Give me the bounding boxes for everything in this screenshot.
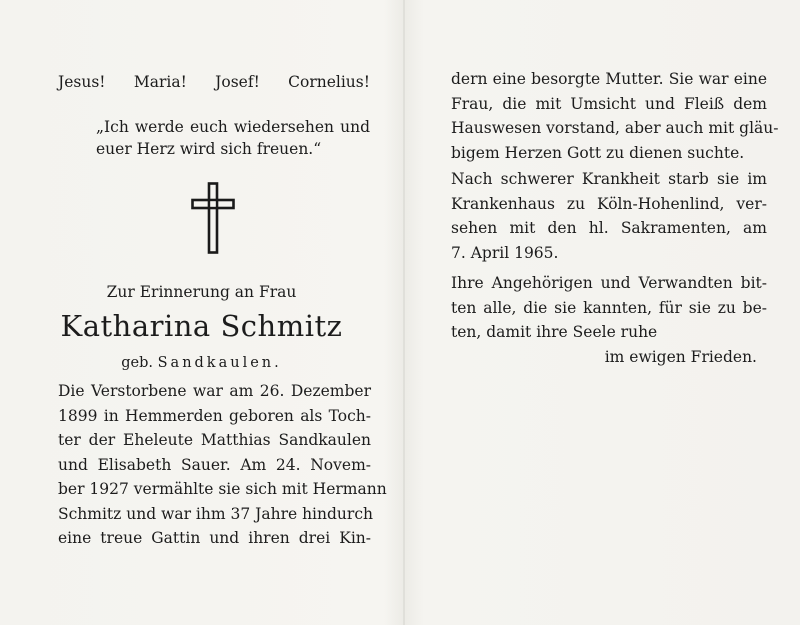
text-line: dern eine besorgte Mutter. Sie war eine — [451, 70, 767, 88]
text-line: Ihre Angehörigen und Verwandten bit- — [451, 274, 767, 292]
header-name-maria: Maria! — [133, 73, 187, 91]
text-line: Hauswesen vorstand, aber auch mit gläu- — [451, 119, 779, 137]
header-names — [58, 73, 370, 91]
text-line: ten, damit ihre Seele ruhe — [451, 323, 658, 341]
memorial-line: Zur Erinnerung an Frau — [106, 283, 297, 301]
text-line: 7. April 1965. — [451, 243, 559, 262]
text-line: Frau, die mit Umsicht und Fleiß dem — [451, 94, 767, 113]
born-line — [0, 355, 403, 371]
born-prefix: geb. — [121, 355, 153, 371]
text-line: eine treue Gattin und ihren drei Kin- — [58, 529, 371, 547]
paragraph-life — [451, 67, 779, 165]
header-name-cornelius: Cornelius! — [288, 73, 370, 91]
born-name: Sandkaulen. — [157, 355, 282, 371]
text-line: 1899 in Hemmerden geboren als Toch- — [58, 406, 371, 425]
text-line: ber 1927 vermählte sie sich mit Hermann — [58, 480, 387, 498]
text-line: Die Verstorbene war am 26. Dezember — [58, 382, 371, 400]
biography-text — [58, 379, 387, 551]
deceased-name: Katharina Schmitz — [60, 309, 343, 343]
text-line: sehen mit den hl. Sakramenten, am — [451, 219, 767, 237]
text-line: ten alle, die sie kannten, für sie zu be- — [451, 298, 767, 317]
text-line: und Elisabeth Sauer. Am 24. Novem- — [58, 455, 371, 474]
header-name-jesus: Jesus! — [58, 73, 106, 91]
cross-icon — [191, 182, 235, 254]
continuation-text — [451, 67, 779, 369]
paragraph-prayer — [451, 271, 767, 369]
quote-line: euer Herz wird sich freuen.“ — [96, 140, 322, 158]
text-line: Krankenhaus zu Köln-Hohenlind, ver- — [451, 194, 767, 213]
closing-line: im ewigen Frieden. — [604, 347, 757, 366]
paragraph-death — [451, 167, 767, 265]
right-page — [405, 0, 800, 625]
header-name-josef: Josef! — [215, 73, 260, 91]
text-line: bigem Herzen Gott zu dienen suchte. — [451, 143, 745, 162]
quote — [96, 116, 370, 160]
quote-line: „Ich werde euch wiedersehen und — [96, 118, 370, 136]
text-line: Nach schwerer Krankheit starb sie im — [451, 170, 767, 188]
text-line: ter der Eheleute Matthias Sandkaulen — [58, 431, 371, 449]
text-line: Schmitz und war ihm 37 Jahre hindurch — [58, 504, 373, 523]
